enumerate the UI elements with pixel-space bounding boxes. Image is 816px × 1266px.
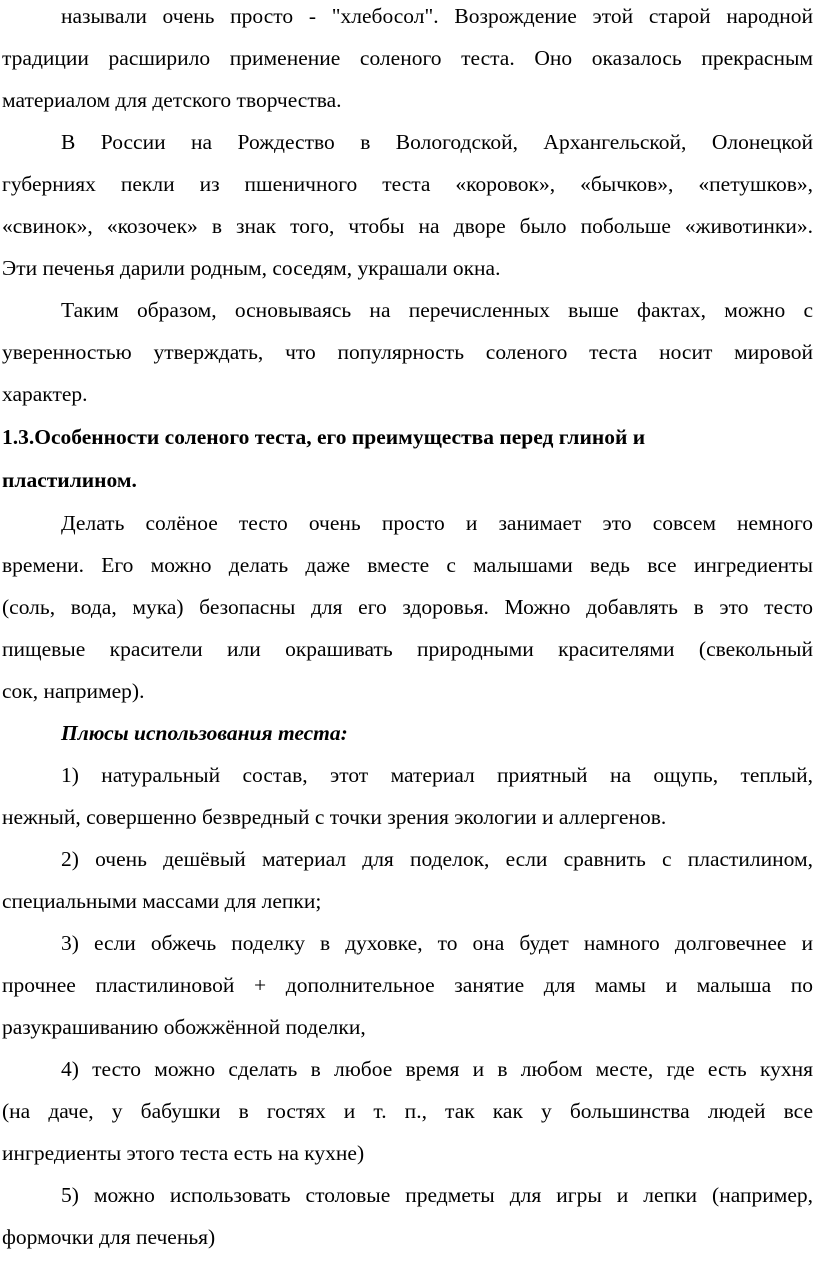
section-heading: 1.3.Особенности соленого теста, его преимущества перед глиной и (2, 425, 646, 449)
list-item: ингредиенты этого теста есть на кухне) (2, 1141, 365, 1165)
paragraph-line: характер. (2, 382, 88, 406)
list-item: 2) очень дешёвый материал для поделок, если сравнить с пластилином, (61, 847, 813, 871)
paragraph-line: традиции расширило применение соленого теста. Оно оказалось прекрасным (2, 46, 813, 70)
list-item: 1) натуральный состав, этот материал приятный на ощупь, теплый, (61, 763, 813, 787)
list-item: 5) можно использовать столовые предметы для игры и лепки (например, (61, 1183, 813, 1207)
subheading: Плюсы использования теста: (61, 721, 348, 745)
list-item: (на даче, у бабушки в гостях и т. п., так как у большинства людей все (2, 1099, 813, 1123)
paragraph-line: Таким образом, основываясь на перечисленных выше фактах, можно с (61, 298, 813, 322)
paragraph-line: называли очень просто - "хлебосол". Возрождение этой старой народной (61, 4, 813, 28)
list-item: формочки для печенья) (2, 1225, 216, 1249)
paragraph-line: губерниях пекли из пшеничного теста «коровок», «бычков», «петушков», (2, 172, 813, 196)
list-item: 3) если обжечь поделку в духовке, то она будет намного долговечнее и (61, 931, 813, 955)
paragraph-line: Делать солёное тесто очень просто и занимает это совсем немного (61, 511, 813, 535)
paragraph-line: сок, например). (2, 679, 145, 703)
section-heading: пластилином. (2, 468, 137, 492)
paragraph-line: материалом для детского творчества. (2, 88, 342, 112)
paragraph-line: В России на Рождество в Вологодской, Архангельской, Олонецкой (61, 130, 813, 154)
paragraph-line: времени. Его можно делать даже вместе с малышами ведь все ингредиенты (2, 553, 813, 577)
list-item: прочнее пластилиновой + дополнительное занятие для мамы и малыша по (2, 973, 813, 997)
paragraph-line: «свинок», «козочек» в знак того, чтобы на дворе было побольше «животинки». (2, 214, 813, 238)
list-item: 4) тесто можно сделать в любое время и в любом месте, где есть кухня (61, 1057, 813, 1081)
list-item: разукрашиванию обожжённой поделки, (2, 1015, 366, 1039)
paragraph-line: (соль, вода, мука) безопасны для его здоровья. Можно добавлять в это тесто (2, 595, 813, 619)
paragraph-line: уверенностью утверждать, что популярность соленого теста носит мировой (2, 340, 813, 364)
paragraph-line: пищевые красители или окрашивать природными красителями (свекольный (2, 637, 813, 661)
list-item: специальными массами для лепки; (2, 889, 322, 913)
paragraph-line: Эти печенья дарили родным, соседям, украшали окна. (2, 256, 501, 280)
list-item: нежный, совершенно безвредный с точки зрения экологии и аллергенов. (2, 805, 667, 829)
